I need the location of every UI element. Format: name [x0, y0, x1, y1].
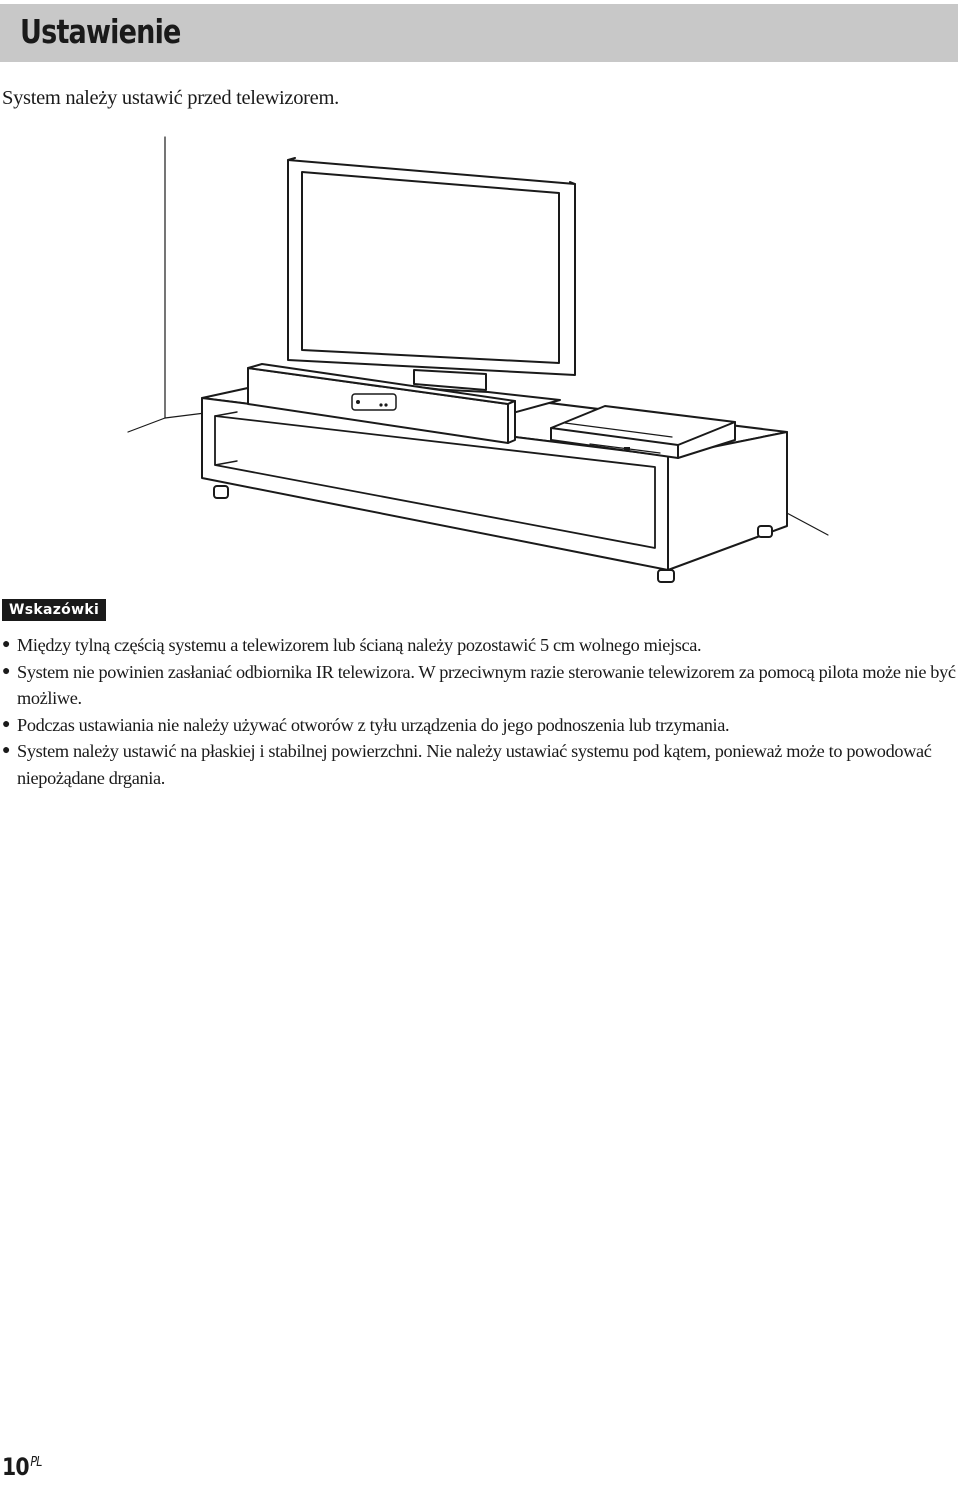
list-item — [2, 632, 958, 659]
title-bar — [0, 4, 958, 62]
tips-label: Wskazówki — [2, 599, 106, 621]
page-number-value: 10 — [2, 1453, 29, 1481]
bullet-icon: ● — [2, 637, 11, 652]
tip-text: System należy ustawić na płaskiej i stabilnej powierzchni. Nie należy ustawiać systemu pod kątem, ponieważ może to powodować niepożądane drgania. — [17, 741, 932, 788]
tip-text: Podczas ustawiania nie należy używać otworów z tyłu urządzenia do jego podnoszenia lub trzymania. — [17, 714, 730, 735]
intro-text: System należy ustawić przed telewizorem. — [2, 87, 339, 109]
tip-text: System nie powinien zasłaniać odbiornika IR telewizora. W przeciwnym razie sterowanie telewizorem za pomocą pilota może nie być możliwe. — [17, 661, 956, 708]
list-item — [2, 712, 958, 739]
bullet-icon: ● — [2, 716, 11, 732]
list-item — [2, 738, 958, 791]
page-title: Ustawienie — [20, 12, 181, 51]
page-language: PL — [30, 1455, 42, 1470]
page-number — [2, 1453, 42, 1481]
tip-text: Między tylną częścią systemu a telewizorem lub ścianą należy pozostawić 5 cm wolnego miejsca. — [17, 635, 702, 655]
bullet-icon: ● — [2, 663, 11, 679]
bullet-icon: ● — [2, 743, 11, 758]
list-item — [2, 659, 958, 712]
tips-list — [2, 632, 958, 791]
setup-illustration — [120, 135, 840, 590]
